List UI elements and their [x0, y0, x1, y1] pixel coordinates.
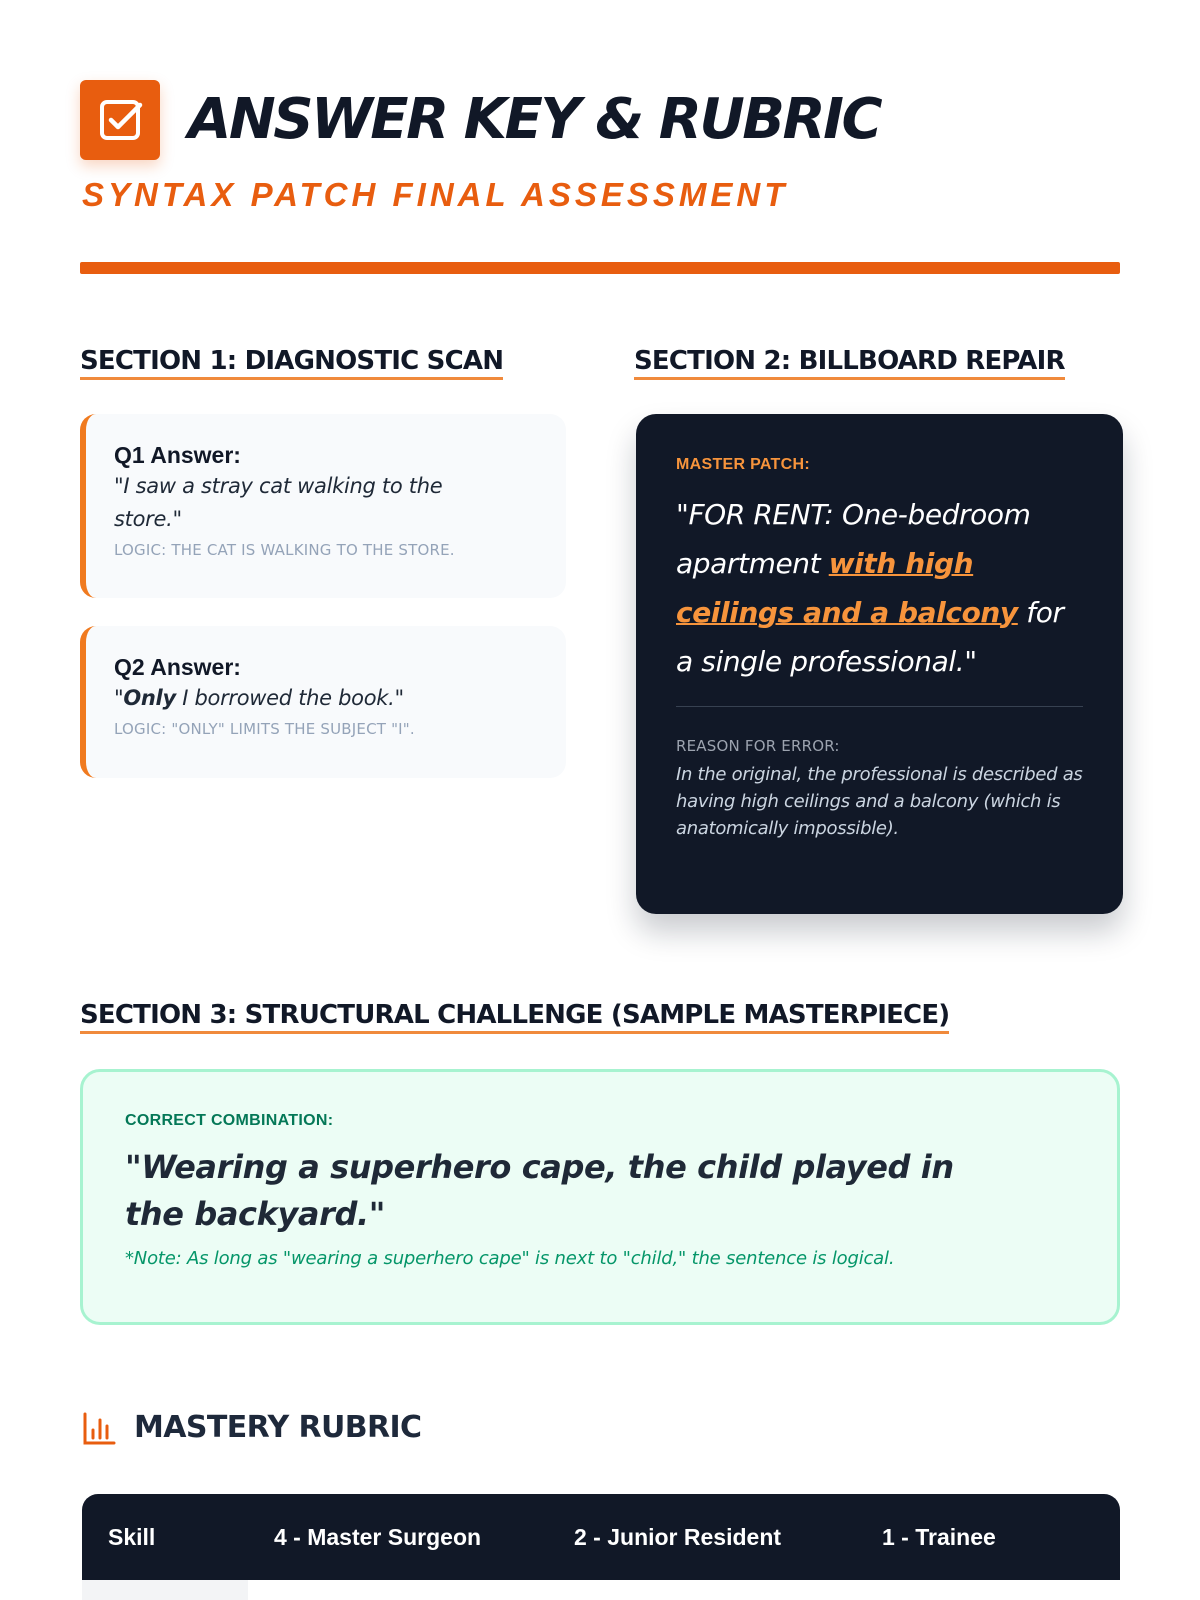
combination-quote: "Wearing a superhero cape, the child played in the backyard." — [125, 1148, 954, 1233]
column-header-trainee: 1 - Trainee — [882, 1524, 996, 1550]
question-card-q2 — [80, 626, 566, 778]
q2-answer-open-quote: " — [114, 686, 124, 710]
bar-chart-icon — [82, 1412, 116, 1446]
master-patch-quote — [676, 490, 1083, 686]
master-patch-label: MASTER PATCH: — [676, 456, 810, 473]
rubric-title: MASTERY RUBRIC — [134, 1410, 422, 1445]
rubric-table-header — [82, 1494, 1120, 1580]
q2-answer-rest: I borrowed the book." — [175, 686, 404, 710]
master-patch-quote-start: "FOR RENT: One-bedroom apartment — [676, 498, 1031, 580]
answer-key-page — [80, 0, 1120, 1600]
rubric-table — [82, 1494, 1120, 1600]
section1-heading: SECTION 1: DIAGNOSTIC SCAN — [80, 346, 503, 380]
q2-answer-emphasis: Only — [123, 686, 176, 710]
header-divider — [80, 262, 1120, 274]
column-header-master-surgeon: 4 - Master Surgeon — [274, 1524, 482, 1550]
master-patch-divider — [676, 706, 1083, 707]
master-patch-quote-end: for a single professional." — [676, 596, 1064, 678]
q1-answer: "I saw a stray cat walking to the store." — [114, 474, 443, 531]
q2-label: Q2 Answer: — [114, 654, 241, 680]
page-subtitle: SYNTAX PATCH FINAL ASSESSMENT — [82, 176, 789, 213]
column-header-skill: Skill — [108, 1524, 156, 1550]
reason-text: In the original, the professional is described as having high ceilings and a balcony (which is anatomically impossible). — [676, 764, 1083, 839]
reason-label: REASON FOR ERROR: — [676, 737, 840, 755]
check-square-icon — [96, 96, 144, 144]
master-patch-card — [636, 414, 1123, 914]
q1-label: Q1 Answer: — [114, 442, 241, 468]
q2-logic: LOGIC: "ONLY" LIMITS THE SUBJECT "I". — [114, 720, 415, 738]
question-card-q1 — [80, 414, 566, 598]
section3-heading: SECTION 3: STRUCTURAL CHALLENGE (SAMPLE MASTERPIECE) — [80, 1000, 949, 1034]
q1-logic: LOGIC: THE CAT IS WALKING TO THE STORE. — [114, 541, 455, 559]
sample-masterpiece-card — [80, 1069, 1120, 1325]
master-patch-highlight: with high ceilings and a balcony — [676, 547, 1018, 629]
logo-badge — [80, 80, 160, 160]
combination-label: CORRECT COMBINATION: — [125, 1112, 334, 1129]
page-title: ANSWER KEY & RUBRIC — [188, 87, 881, 152]
column-header-junior-resident: 2 - Junior Resident — [574, 1524, 782, 1550]
rubric-heading — [80, 1406, 680, 1450]
table-cell-skill — [82, 1580, 248, 1600]
q2-answer — [114, 682, 536, 715]
combination-note: *Note: As long as "wearing a superhero cape" is next to "child," the sentence is logical. — [125, 1248, 895, 1269]
section2-heading: SECTION 2: BILLBOARD REPAIR — [634, 346, 1065, 380]
